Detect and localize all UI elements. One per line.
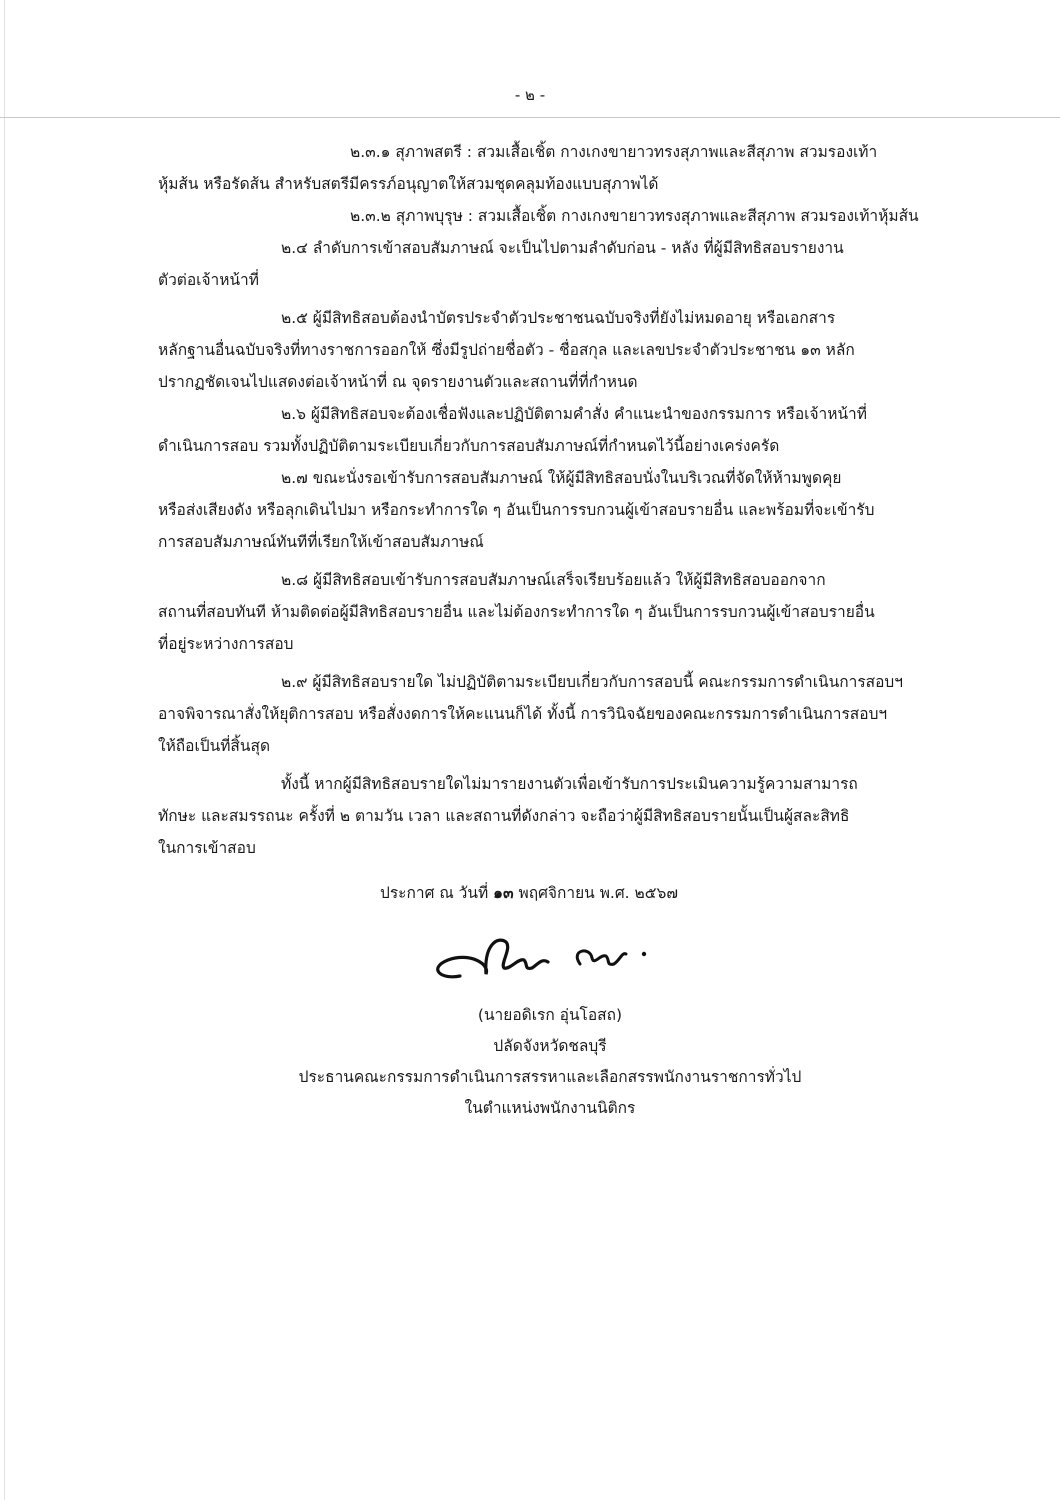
paragraph-2-4-line1: ๒.๔ ลำดับการเข้าสอบสัมภาษณ์ จะเป็นไปตามลำดับก่อน - หลัง ที่ผู้มีสิทธิสอบรายงาน <box>281 239 844 257</box>
scan-edge-line <box>4 0 5 1500</box>
paragraph-2-3-1-line2: หุ้มส้น หรือรัดส้น สำหรับสตรีมีครรภ์อนุญาตให้สวมชุดคลุมท้องแบบสุภาพได้ <box>158 175 659 193</box>
paragraph-2-8-line3: ที่อยู่ระหว่างการสอบ <box>158 635 294 653</box>
page-number: - ๒ - <box>514 86 546 104</box>
announcement-prefix: ประกาศ ณ วันที่ <box>380 884 489 902</box>
paragraph-2-8-line1: ๒.๘ ผู้มีสิทธิสอบเข้ารับการสอบสัมภาษณ์เสร็จเรียบร้อยแล้ว ให้ผู้มีสิทธิสอบออกจาก <box>281 571 826 589</box>
paragraph-2-6-line2: ดำเนินการสอบ รวมทั้งปฏิบัติตามระเบียบเกี่ยวกับการสอบสัมภาษณ์ที่กำหนดไว้นี้อย่างเคร่งครัด <box>158 437 780 455</box>
paragraph-2-3-2: ๒.๓.๒ สุภาพบุรุษ : สวมเสื้อเชิ้ต กางเกงขายาวทรงสุภาพและสีสุภาพ สวมรองเท้าหุ้มส้น <box>350 207 919 225</box>
closing-paragraph-line3: ในการเข้าสอบ <box>158 839 256 857</box>
paragraph-2-7-line1: ๒.๗ ขณะนั่งรอเข้ารับการสอบสัมภาษณ์ ให้ผู้มีสิทธิสอบนั่งในบริเวณที่จัดให้ห้ามพูดคุย <box>281 469 842 487</box>
announcement-month-year: พฤศจิกายน พ.ศ. ๒๕๖๗ <box>518 884 678 902</box>
paragraph-2-6-line1: ๒.๖ ผู้มีสิทธิสอบจะต้องเชื่อฟังและปฏิบัติตามคำสั่ง คำแนะนำของกรรมการ หรือเจ้าหน้าที่ <box>281 405 867 423</box>
closing-paragraph-line1: ทั้งนี้ หากผู้มีสิทธิสอบรายใดไม่มารายงานตัวเพื่อเข้ารับการประเมินความรู้ความสามารถ <box>281 775 858 793</box>
signature-block <box>250 1000 850 1124</box>
paragraph-2-3-1-line1: ๒.๓.๑ สุภาพสตรี : สวมเสื้อเชิ้ต กางเกงขายาวทรงสุภาพและสีสุภาพ สวมรองเท้า <box>350 143 878 161</box>
handwritten-signature <box>420 924 670 994</box>
signatory-role: ประธานคณะกรรมการดำเนินการสรรหาและเลือกสรรพนักงานราชการทั่วไป <box>298 1068 802 1086</box>
announcement-date <box>380 880 860 905</box>
header-rule <box>0 117 1060 118</box>
signatory-role-line2: ในตำแหน่งพนักงานนิติกร <box>464 1099 636 1117</box>
paragraph-2-7-line3: การสอบสัมภาษณ์ทันทีที่เรียกให้เข้าสอบสัมภาษณ์ <box>158 533 484 551</box>
paragraph-2-9-line1: ๒.๙ ผู้มีสิทธิสอบรายใด ไม่ปฏิบัติตามระเบียบเกี่ยวกับการสอบนี้ คณะกรรมการดำเนินการสอบฯ <box>281 673 903 691</box>
signatory-name: (นายอดิเรก อุ่นโอสถ) <box>477 1006 623 1024</box>
paragraph-2-5-line3: ปรากฏชัดเจนไปแสดงต่อเจ้าหน้าที่ ณ จุดรายงานตัวและสถานที่ที่กำหนด <box>158 373 638 391</box>
paragraph-2-7-line2: หรือส่งเสียงดัง หรือลุกเดินไปมา หรือกระทำการใด ๆ อันเป็นการรบกวนผู้เข้าสอบรายอื่น และพร้อมที่จะเข้ารับ <box>158 501 875 519</box>
paragraph-2-5-line1: ๒.๕ ผู้มีสิทธิสอบต้องนำบัตรประจำตัวประชาชนฉบับจริงที่ยังไม่หมดอายุ หรือเอกสาร <box>281 309 836 327</box>
paragraph-2-9-line2: อาจพิจารณาสั่งให้ยุติการสอบ หรือสั่งงดการให้คะแนนก็ได้ ทั้งนี้ การวินิจฉัยของคณะกรรมการดำเนินการสอบฯ <box>158 705 888 723</box>
closing-paragraph-line2: ทักษะ และสมรรถนะ ครั้งที่ ๒ ตามวัน เวลา และสถานที่ดังกล่าว จะถือว่าผู้มีสิทธิสอบรายนั้นเป็นผู้สละสิทธิ <box>158 807 850 825</box>
paragraph-2-8-line2: สถานที่สอบทันที ห้ามติดต่อผู้มีสิทธิสอบรายอื่น และไม่ต้องกระทำการใด ๆ อันเป็นการรบกวนผู้เข้าสอบรายอื่น <box>158 603 875 621</box>
paragraph-2-4-line2: ตัวต่อเจ้าหน้าที่ <box>158 271 259 289</box>
paragraph-2-5-line2: หลักฐานอื่นฉบับจริงที่ทางราชการออกให้ ซึ่งมีรูปถ่ายชื่อตัว - ชื่อสกุล และเลขประจำตัวประชาชน ๑๓ หลัก <box>158 341 855 359</box>
document-body <box>158 136 960 864</box>
paragraph-2-9-line3: ให้ถือเป็นที่สิ้นสุด <box>158 737 271 755</box>
announcement-day: ๑๓ <box>493 884 514 902</box>
signatory-position: ปลัดจังหวัดชลบุรี <box>493 1037 607 1055</box>
